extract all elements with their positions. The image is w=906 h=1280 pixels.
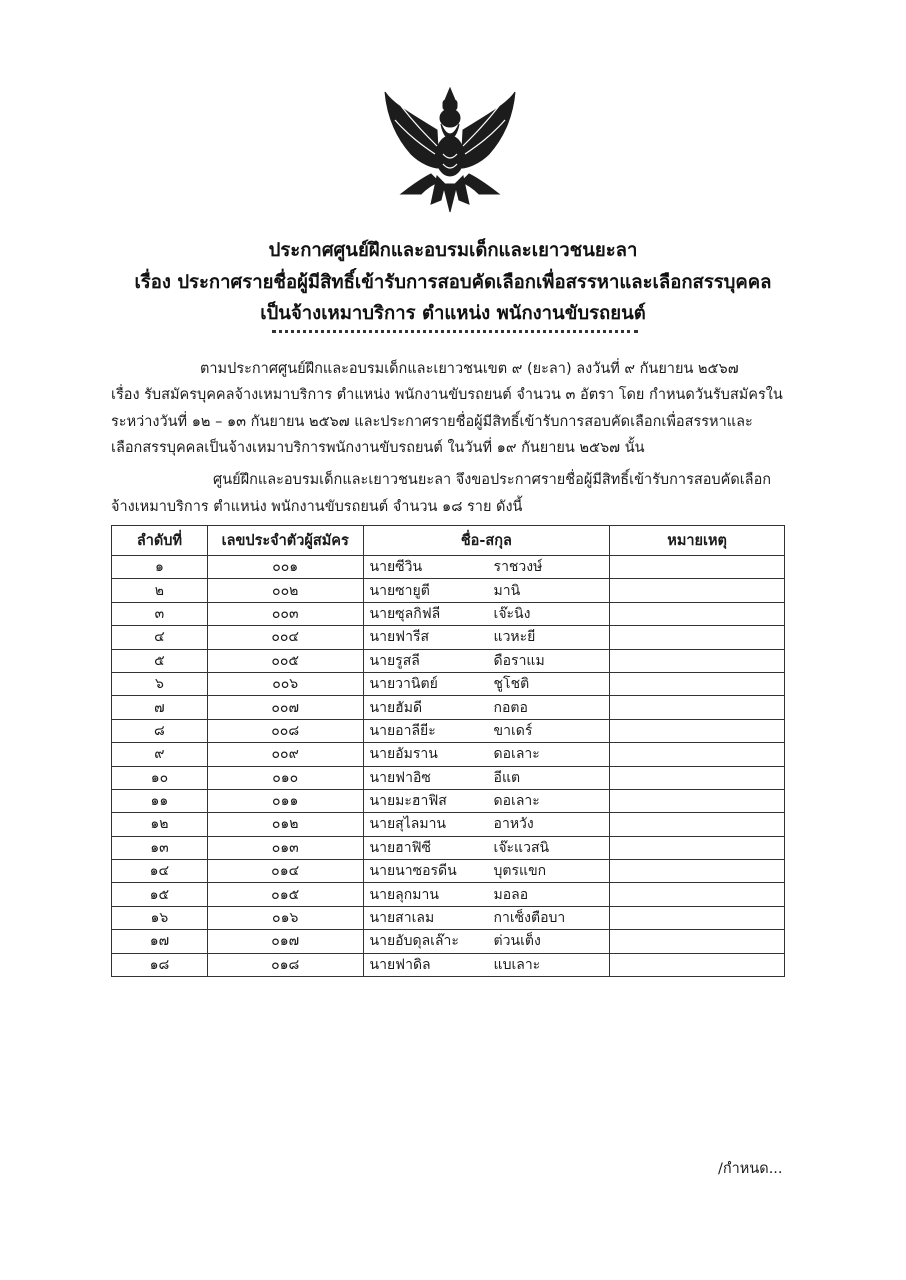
last-name: กอตอ (493, 699, 528, 716)
row-full-name (363, 556, 610, 579)
last-name: ดือราแม (493, 652, 545, 669)
row-order: ๒ (112, 579, 208, 602)
row-applicant-id: ๐๐๑ (207, 556, 363, 579)
header-applicant-id: เลขประจำตัวผู้สมัคร (207, 526, 363, 556)
last-name: อีแต (493, 769, 521, 786)
row-order: ๗ (112, 696, 208, 719)
row-remarks (610, 836, 785, 859)
row-remarks (610, 579, 785, 602)
row-remarks (610, 766, 785, 789)
last-name: แบเลาะ (493, 956, 541, 973)
row-applicant-id: ๐๐๙ (207, 743, 363, 766)
row-applicant-id: ๐๐๓ (207, 602, 363, 625)
dotted-divider (272, 330, 638, 333)
table-row (112, 719, 785, 742)
last-name: กาเซ็งตือบา (493, 910, 566, 927)
row-remarks (610, 696, 785, 719)
row-full-name (363, 743, 610, 766)
title-line-1: ประกาศศูนย์ฝึกและอบรมเด็กและเยาวชนยะลา (268, 240, 638, 261)
first-name: นายอับดุลเล๊าะ (369, 933, 459, 950)
last-name: มอลอ (493, 886, 529, 903)
table-row (112, 860, 785, 883)
table-row (112, 836, 785, 859)
row-applicant-id: ๐๐๖ (207, 672, 363, 695)
continuation-note: /กำหนด... (718, 1161, 783, 1177)
row-order: ๘ (112, 719, 208, 742)
row-full-name (363, 649, 610, 672)
first-name: นายฟารีส (369, 629, 430, 646)
row-full-name (363, 860, 610, 883)
row-remarks (610, 930, 785, 953)
first-name: นายซีวิน (369, 559, 423, 576)
table-row (112, 626, 785, 649)
row-full-name (363, 789, 610, 812)
row-remarks (610, 743, 785, 766)
first-name: นายวานิตย์ (369, 676, 438, 693)
row-order: ๑๘ (112, 953, 208, 976)
row-remarks (610, 719, 785, 742)
row-full-name (363, 602, 610, 625)
paragraph-1-line-3: ระหว่างวันที่ ๑๒ – ๑๓ กันยายน ๒๕๖๗ และประกาศรายชื่อผู้มีสิทธิ์เข้ารับการสอบคัดเลือกเพื่อสรรหาและ (111, 414, 753, 430)
row-order: ๑๖ (112, 906, 208, 929)
row-remarks (610, 602, 785, 625)
paragraph-1-line-2: เรื่อง รับสมัครบุคคลจ้างเหมาบริการ ตำแหน่ง พนักงานขับรถยนต์ จำนวน ๓ อัตรา โดย กำหนดวันรับสมัครใน (111, 387, 783, 403)
row-order: ๑ (112, 556, 208, 579)
table-row (112, 696, 785, 719)
table-body (112, 556, 785, 977)
row-order: ๖ (112, 672, 208, 695)
row-order: ๑๐ (112, 766, 208, 789)
first-name: นายฮาฟิซี (369, 839, 432, 856)
row-applicant-id: ๐๑๓ (207, 836, 363, 859)
row-applicant-id: ๐๑๒ (207, 813, 363, 836)
last-name: แวหะยี (493, 629, 536, 646)
table-row (112, 672, 785, 695)
table-row (112, 602, 785, 625)
row-remarks (610, 813, 785, 836)
row-remarks (610, 672, 785, 695)
table-row (112, 556, 785, 579)
row-order: ๑๑ (112, 789, 208, 812)
row-order: ๑๓ (112, 836, 208, 859)
row-applicant-id: ๐๑๘ (207, 953, 363, 976)
paragraph-1-line-1: ตามประกาศศูนย์ฝึกและอบรมเด็กและเยาวชนเขต ๙ (ยะลา) ลงวันที่ ๙ กันยายน ๒๕๖๗ (200, 361, 739, 377)
first-name: นายซายูตี (369, 582, 430, 599)
row-applicant-id: ๐๑๐ (207, 766, 363, 789)
row-remarks (610, 953, 785, 976)
row-applicant-id: ๐๐๗ (207, 696, 363, 719)
header-full-name: ชื่อ-สกุล (363, 526, 610, 556)
table-row (112, 789, 785, 812)
row-full-name (363, 696, 610, 719)
last-name: ชูโชติ (493, 676, 530, 693)
paragraph-2-line-2: จ้างเหมาบริการ ตำแหน่ง พนักงานขับรถยนต์ จำนวน ๑๘ ราย ดังนี้ (111, 499, 523, 515)
table-row (112, 883, 785, 906)
paragraph-1-line-4: เลือกสรรบุคคลเป็นจ้างเหมาบริการพนักงานขับรถยนต์ ในวันที่ ๑๙ กันยายน ๒๕๖๗ นั้น (111, 440, 645, 456)
last-name: มานิ (493, 582, 521, 599)
last-name: บุตรแขก (493, 863, 547, 880)
table-header-row (112, 526, 785, 556)
table-row (112, 649, 785, 672)
row-applicant-id: ๐๑๕ (207, 883, 363, 906)
first-name: นายฮัมดี (369, 699, 423, 716)
last-name: เจ๊ะนิง (493, 605, 531, 622)
title-line-3: เป็นจ้างเหมาบริการ ตำแหน่ง พนักงานขับรถยนต์ (260, 303, 646, 324)
row-full-name (363, 906, 610, 929)
table-row (112, 743, 785, 766)
first-name: นายสาเลม (369, 910, 435, 927)
row-order: ๕ (112, 649, 208, 672)
row-order: ๔ (112, 626, 208, 649)
row-applicant-id: ๐๑๔ (207, 860, 363, 883)
last-name: ราชวงษ์ (493, 559, 543, 576)
row-full-name (363, 579, 610, 602)
header-order: ลำดับที่ (112, 526, 208, 556)
row-applicant-id: ๐๐๒ (207, 579, 363, 602)
row-full-name (363, 672, 610, 695)
last-name: เจ๊ะแวสนิ (493, 839, 550, 856)
table-row (112, 930, 785, 953)
row-remarks (610, 883, 785, 906)
row-applicant-id: ๐๑๖ (207, 906, 363, 929)
first-name: นายอัมราน (369, 746, 438, 763)
row-full-name (363, 626, 610, 649)
first-name: นายมะฮาฟิส (369, 793, 447, 810)
last-name: ต่วนเต็ง (493, 933, 541, 950)
table-row (112, 579, 785, 602)
row-applicant-id: ๐๑๗ (207, 930, 363, 953)
row-order: ๑๕ (112, 883, 208, 906)
last-name: ขาเดร์ (493, 722, 533, 739)
row-order: ๑๒ (112, 813, 208, 836)
row-remarks (610, 860, 785, 883)
table-row (112, 906, 785, 929)
row-applicant-id: ๐๑๑ (207, 789, 363, 812)
first-name: นายนาซอรดีน (369, 863, 457, 880)
row-order: ๓ (112, 602, 208, 625)
table-row (112, 813, 785, 836)
title-line-2: เรื่อง ประกาศรายชื่อผู้มีสิทธิ์เข้ารับการสอบคัดเลือกเพื่อสรรหาและเลือกสรรบุคคล (134, 272, 772, 293)
row-order: ๑๗ (112, 930, 208, 953)
first-name: นายลุกมาน (369, 886, 439, 903)
row-full-name (363, 766, 610, 789)
row-full-name (363, 883, 610, 906)
row-full-name (363, 930, 610, 953)
header-remarks: หมายเหตุ (610, 526, 785, 556)
row-remarks (610, 626, 785, 649)
row-full-name (363, 813, 610, 836)
first-name: นายสุไลมาน (369, 816, 447, 833)
candidate-table (111, 525, 785, 977)
table-row (112, 953, 785, 976)
row-applicant-id: ๐๐๕ (207, 649, 363, 672)
first-name: นายฟาอิซ (369, 769, 431, 786)
row-order: ๑๔ (112, 860, 208, 883)
last-name: ดอเลาะ (493, 793, 540, 810)
row-remarks (610, 789, 785, 812)
row-remarks (610, 649, 785, 672)
row-applicant-id: ๐๐๘ (207, 719, 363, 742)
paragraph-2-line-1: ศูนย์ฝึกและอบรมเด็กและเยาวชนยะลา จึงขอประกาศรายชื่อผู้มีสิทธิ์เข้ารับการสอบคัดเลือก (213, 472, 772, 488)
last-name: อาหวัง (493, 816, 534, 833)
first-name: นายรูสลี (369, 652, 420, 669)
first-name: นายซุลกิฟลี (369, 605, 441, 622)
table-row (112, 766, 785, 789)
row-remarks (610, 906, 785, 929)
first-name: นายฟาดิล (369, 956, 431, 973)
garuda-emblem-icon (381, 84, 519, 216)
row-applicant-id: ๐๐๔ (207, 626, 363, 649)
last-name: ดอเลาะ (493, 746, 540, 763)
row-remarks (610, 556, 785, 579)
row-order: ๙ (112, 743, 208, 766)
row-full-name (363, 836, 610, 859)
first-name: นายอาลียีะ (369, 722, 436, 739)
row-full-name (363, 719, 610, 742)
row-full-name (363, 953, 610, 976)
